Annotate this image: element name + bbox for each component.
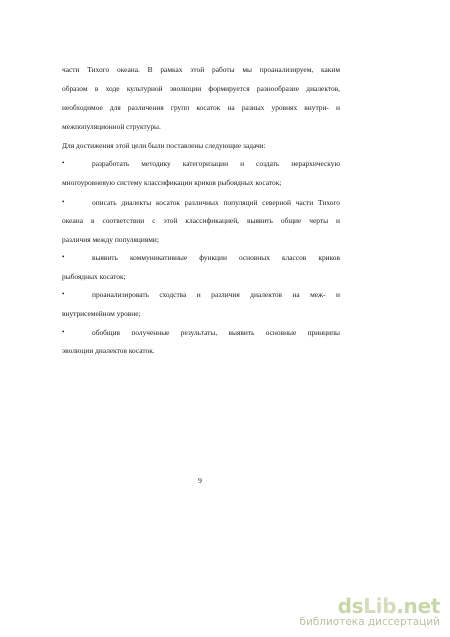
text-line: необходимое для различения групп косаток на разных уровнях внутри- и bbox=[62, 103, 340, 112]
watermark-logo[interactable] bbox=[299, 594, 440, 619]
watermark[interactable] bbox=[299, 596, 440, 629]
text-line: части Тихого океана. В рамках этой работы мы проанализируем, каким bbox=[62, 65, 340, 74]
bullet-text-line: обобщив полученные результаты, выявить основные принципы bbox=[92, 328, 340, 337]
bullet-text-line: рыбоядных косаток; bbox=[62, 272, 126, 281]
bullet-text-line: разработать методику категоризации и создать иерархическую bbox=[92, 159, 340, 168]
bullet-marker: • bbox=[62, 253, 65, 261]
logo-part: Lib bbox=[363, 594, 397, 619]
logo-part: ds bbox=[337, 594, 364, 619]
page-number: 9 bbox=[198, 476, 202, 485]
bullet-marker: • bbox=[62, 159, 65, 167]
text-line: Для достижения этой цели были поставлены следующие задачи: bbox=[62, 141, 266, 150]
bullet-text-line: эволюции диалектов косаток. bbox=[62, 346, 155, 355]
bullet-text-line: выявить коммуникативные функции основных классов криков bbox=[92, 253, 340, 262]
bullet-text-line: различия между популяциями; bbox=[62, 235, 159, 244]
bullet-text-line: океана в соответствии с этой классификацией, выявить общие черты и bbox=[62, 216, 340, 225]
bullet-text-line: многоуровневую систему классификации криков рыбоядных косаток; bbox=[62, 178, 282, 187]
logo-part: .net bbox=[396, 594, 440, 619]
bullet-text-line: описать диалекты косаток различных популяций северной части Тихого bbox=[92, 198, 340, 207]
bullet-text-line: внутрисемейном уровне; bbox=[62, 309, 141, 318]
bullet-marker: • bbox=[62, 198, 65, 206]
bullet-marker: • bbox=[62, 290, 65, 298]
text-line: образом в ходе культурной эволюции формируется разнообразие диалектов, bbox=[62, 84, 340, 93]
watermark-subtitle: библиотека диссертаций bbox=[299, 616, 440, 629]
bullet-text-line: проанализировать сходства и различия диалектов на меж- и bbox=[92, 290, 340, 299]
bullet-marker: • bbox=[62, 328, 65, 336]
text-line: межпопуляционной структуры. bbox=[62, 122, 161, 131]
